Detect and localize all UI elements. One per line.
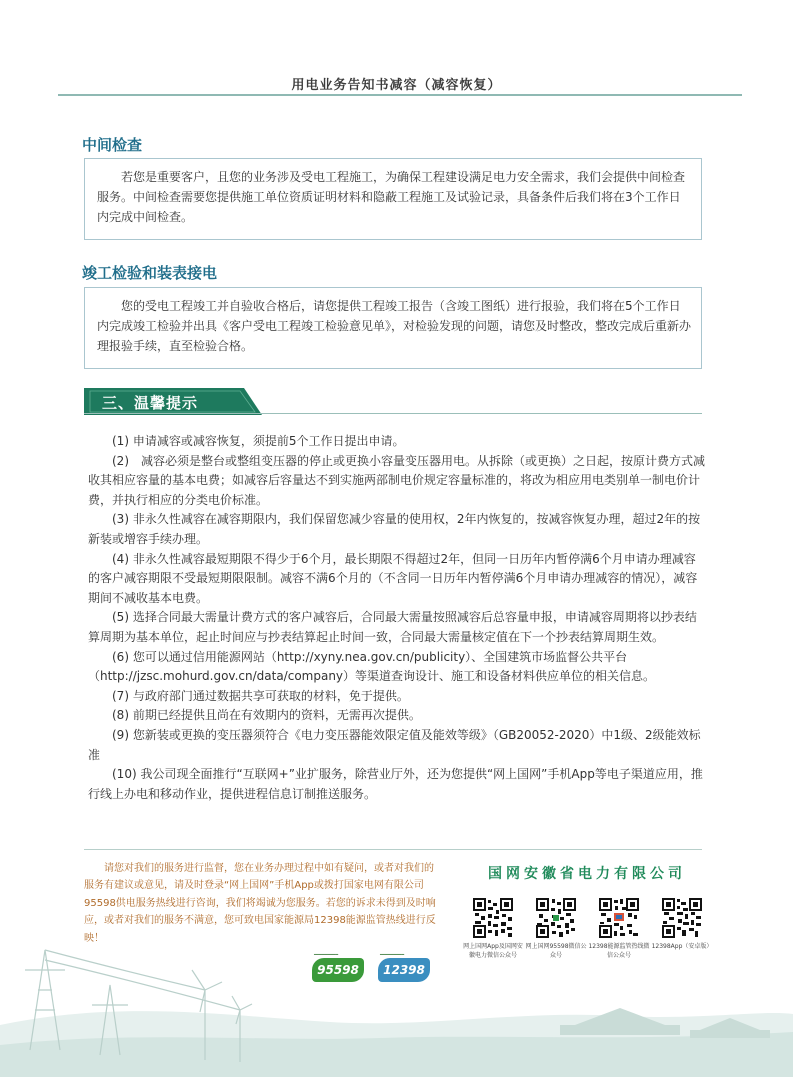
qr-code-icon (472, 897, 514, 939)
header-divider (58, 94, 742, 96)
banner-divider (84, 413, 702, 414)
tips-banner (84, 388, 262, 415)
tip-item: (2) 减容必须是整台或整组变压器的停止或更换小容量变压器用电。从拆除（或更换）之日起，按原计费方式减收其相应容量的基本电费；如减容后容量达不到实施两部制电价规定容量标准的，将改为相应用电类别单一制电价计费，并执行相应的分类电价标准。 (88, 453, 706, 507)
tip-item: (7) 与政府部门通过数据共享可获取的材料，免于提供。 (112, 688, 409, 703)
qr-code-item (651, 897, 713, 951)
qr-code-label: 网上国网95598微信公众号 (525, 943, 587, 959)
hotline-12398-badge: 12398 (378, 958, 430, 982)
footer-divider (84, 849, 702, 850)
hotline-caption-icon: ━━━━━━━━ (380, 952, 405, 958)
tip-item: (10) 我公司现全面推行“互联网+”业扩服务，除营业厅外，还为您提供“网上国网”手机App等电子渠道应用，推行线上办电和移动作业，提供进程信息订制推送服务。 (88, 767, 703, 801)
qr-code-item (525, 897, 587, 960)
hotline-caption-icon: ━━━━━━━━ (314, 952, 339, 958)
company-name: 国网安徽省电力有限公司 (488, 866, 686, 882)
page-title: 用电业务告知书减容（减容恢复） (291, 78, 502, 93)
section-body-completion-inspection: 您的受电工程竣工并自验收合格后，请您提供工程竣工报告（含竣工图纸）进行报验，我们将在5个工作日内完成竣工检验并出具《客户受电工程竣工检验意见单》，对检验发现的问题，请您及时整改，整改完成后重新办理报验手续，直至检验合格。 (84, 287, 702, 369)
qr-code-label: 网上国网App及国网安徽电力微信公众号 (463, 943, 523, 959)
tip-item: (8) 前期已经提供且尚在有效期内的资料，无需再次提供。 (112, 708, 421, 723)
qr-code-item (462, 897, 524, 960)
section-title-completion-inspection: 竣工检验和装表接电 (82, 264, 218, 282)
qr-code-icon (598, 897, 640, 939)
tip-item: (6) 您可以通过信用能源网站（http://xyny.nea.gov.cn/publicity）、全国建筑市场监督公共平台（http://jzsc.mohurd.gov.cn/data/company）等渠道查询设计、施工和设备材料供应单位的相关信息。 (88, 649, 656, 684)
qr-code-row (462, 897, 712, 977)
hotline-95598-badge: 95598 (312, 958, 364, 982)
qr-code-icon (661, 897, 703, 939)
qr-code-label: 12398能源监管热线微信公众号 (588, 943, 650, 959)
tip-item: (1) 申请减容或减容恢复，须提前5个工作日提出申请。 (112, 434, 405, 448)
tip-item: (4) 非永久性减容最短期限不得少于6个月，最长期限不得超过2年，但同一日历年内暂停满6个月申请办理减容的客户减容期限不受最短期限限制。减容不满6个月的（不含同一日历年内暂停满6个月申请办理减容的情况），减容期间不减收基本电费。 (88, 551, 698, 605)
tip-item: (5) 选择合同最大需量计费方式的客户减容后，合同最大需量按照减容后总容量申报，申请减容周期将以抄表结算周期为基本单位，起止时间应与抄表结算起止时间一致，合同最大需量核定值在下一个抄表结算周期生效。 (88, 610, 697, 644)
section-title-intermediate-inspection: 中间检查 (82, 136, 143, 154)
qr-code-icon (535, 897, 577, 939)
section-body-intermediate-inspection: 若您是重要客户，且您的业务涉及受电工程施工，为确保工程建设满足电力安全需求，我们会提供中间检查服务。中间检查需要您提供施工单位资质证明材料和隐蔽工程施工及试验记录，具备条件后我们将在3个工作日内完成中间检查。 (84, 158, 702, 240)
tips-list (88, 432, 706, 804)
qr-code-item (588, 897, 650, 960)
supervision-notice: 请您对我们的服务进行监督，您在业务办理过程中如有疑问，或者对我们的服务有建议或意见，请及时登录“网上国网”手机App或拨打国家电网有限公司95598供电服务热线进行咨询，我们将竭诚为您服务。若您的诉求未得到及时响应，或者对我们的服务不满意，您可致电国家能源局12398能源监管热线进行反映！ (84, 863, 436, 944)
qr-code-label: 12398App（安卓版） (651, 943, 713, 950)
tips-title: 三、温馨提示 (102, 394, 199, 412)
tip-item: (9) 您新装或更换的变压器须符合《电力变压器能效限定值及能效等级》（GB20052-2020）中1级、2级能效标准 (88, 727, 701, 762)
tip-item: (3) 非永久性减容在减容期限内，我们保留您减少容量的使用权，2年内恢复的，按减容恢复办理，超过2年的按新装或增容手续办理。 (88, 512, 701, 546)
